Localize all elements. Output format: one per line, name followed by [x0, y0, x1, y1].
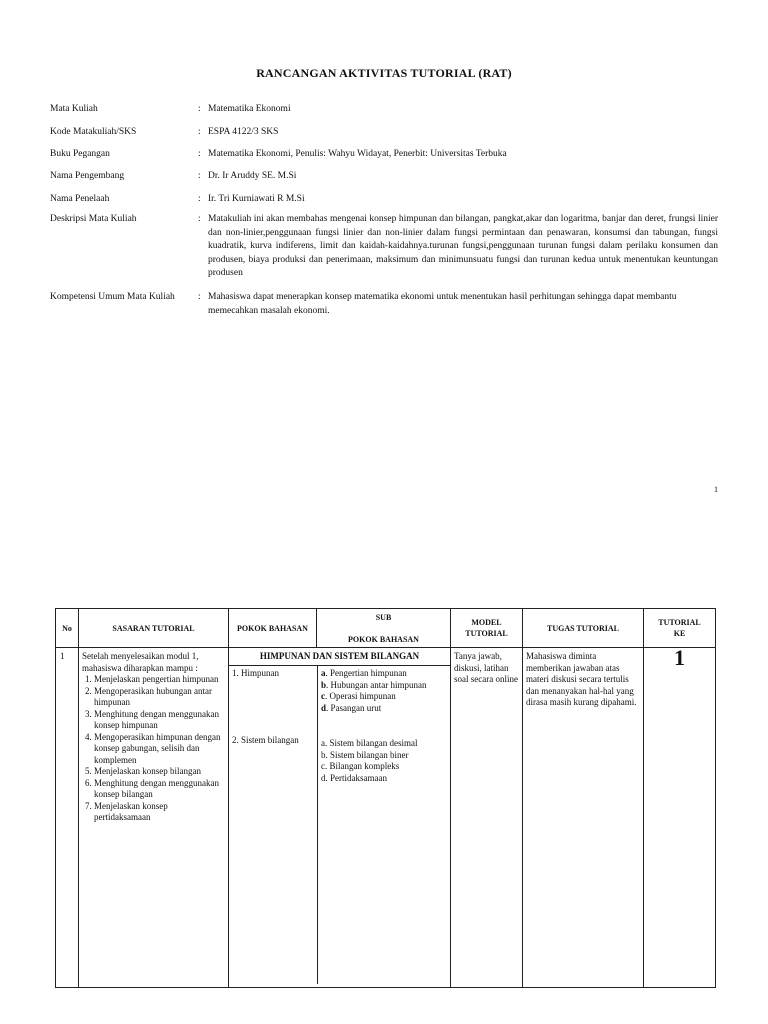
pokok-item-himpunan: 1. Himpunan	[232, 668, 279, 678]
info-label: Deskripsi Mata Kuliah	[50, 214, 137, 224]
info-colon: :	[198, 104, 201, 114]
sub-pokok-group-1	[321, 668, 427, 714]
sub-pokok-group-2	[321, 738, 417, 784]
header-no: No	[56, 609, 79, 648]
page-number: 1	[714, 485, 718, 494]
header-model-line2: TUTORIAL	[465, 629, 508, 638]
table-row	[56, 648, 716, 988]
list-item: b. Sistem bilangan biner	[321, 749, 409, 760]
info-label: Nama Penelaah	[50, 194, 110, 204]
info-label: Kompetensi Umum Mata Kuliah	[50, 292, 175, 302]
info-label: Kode Matakuliah/SKS	[50, 127, 137, 137]
info-label: Mata Kuliah	[50, 104, 98, 114]
info-value: Ir. Tri Kurniawati R M.Si	[208, 194, 305, 204]
info-value: Dr. Ir Aruddy SE. M.Si	[208, 171, 297, 181]
list-item: b. Hubungan antar himpunan	[321, 679, 427, 690]
merged-heading: HIMPUNAN DAN SISTEM BILANGAN	[259, 651, 420, 661]
page-title: RANCANGAN AKTIVITAS TUTORIAL (RAT)	[256, 66, 512, 80]
header-pokok: POKOK BAHASAN	[229, 609, 317, 648]
info-value: Matematika Ekonomi, Penulis: Wahyu Widayat, Penerbit: Universitas Terbuka	[208, 149, 507, 159]
info-value: Mahasiswa dapat menerapkan konsep matematika ekonomi untuk menentukan hasil perhitungan sehingga dapat membantu memecahkan masalah ekonomi.	[208, 292, 677, 316]
list-item: 5. Menjelaskan konsep bilangan	[94, 766, 225, 778]
header-tutorial-ke	[644, 609, 716, 648]
info-colon: :	[198, 194, 201, 204]
info-value: ESPA 4122/3 SKS	[208, 127, 279, 137]
info-label: Nama Pengembang	[50, 171, 125, 181]
list-item: d. Pasangan urut	[321, 702, 382, 713]
list-item: c. Operasi himpunan	[321, 691, 396, 701]
info-colon: :	[198, 149, 201, 159]
tutorial-number: 1	[674, 645, 685, 670]
row-no: 1	[56, 648, 79, 988]
list-item: 2. Mengoperasikan hubungan antar himpunan	[94, 686, 225, 709]
header-sasaran: SASARAN TUTORIAL	[79, 609, 229, 648]
info-value: Matematika Ekonomi	[208, 104, 291, 114]
sasaran-list	[82, 674, 225, 824]
info-colon: :	[198, 292, 201, 302]
row-tugas: Mahasiswa diminta memberikan jawaban atas materi diskusi secara tertulis dan menanyakan hal-hal yang dirasa masih kurang dipahami.	[523, 648, 644, 988]
list-item: a. Pengertian himpunan	[321, 668, 407, 678]
list-item: a. Sistem bilangan desimal	[321, 738, 418, 748]
list-item: 4. Mengoperasikan himpunan dengan konsep gabungan, selisih dan komplemen	[94, 732, 225, 767]
table-header-row	[56, 609, 716, 648]
list-item: c. Bilangan kompleks	[321, 761, 400, 771]
row-sasaran	[79, 648, 229, 988]
info-colon: :	[198, 171, 201, 181]
header-model-line1: MODEL	[471, 618, 502, 627]
header-tutorial-line2: KE	[673, 629, 686, 638]
row-model: Tanya jawab, diskusi, latihan soal secara online	[451, 648, 523, 988]
pokok-item-sistem-bilangan: 2. Sistem bilangan	[232, 735, 299, 745]
row-tutorial-ke	[644, 645, 716, 988]
rat-table	[55, 608, 716, 988]
list-item: d. Pertidaksamaan	[321, 772, 387, 783]
header-sub-pokok	[317, 609, 451, 648]
header-tutorial-line1: TUTORIAL	[658, 618, 701, 627]
sasaran-intro: Setelah menyelesaikan modul 1, mahasiswa diharapkan mampu :	[82, 651, 199, 673]
header-sub-line2: POKOK BAHASAN	[348, 634, 419, 644]
info-label: Buku Pegangan	[50, 149, 110, 159]
info-colon: :	[198, 214, 201, 224]
header-sub-line1: SUB	[375, 612, 392, 622]
list-item: 3. Menghitung dengan menggunakan konsep himpunan	[94, 709, 225, 732]
info-colon: :	[198, 127, 201, 137]
row-pokok-sub	[229, 648, 451, 988]
info-value: Matakuliah ini akan membahas mengenai konsep himpunan dan bilangan, pangkat,akar dan logaritma, banjar dan deret, frungsi linier dan non-linier,penggunaan fungsi linier dan non-linier dalam fungsi permintaan dan penawaran, konsumsi dan tabungan, fungsi kuadratik, kurva indiferens, limit dan kaidah-kaidahnya.turunan fungsi,penggunaan turunan fungsi dalam perilaku konsumen dan produsen, biaya produksi dan penerimaan, maksimum dan minimunsuatu fungsi dan turunan kedua untuk menentukan keuntungan produsen	[208, 214, 718, 278]
header-model	[451, 609, 523, 648]
header-tugas: TUGAS TUTORIAL	[523, 609, 644, 648]
list-item: 7. Menjelaskan konsep pertidaksamaan	[94, 801, 225, 824]
list-item: 6. Menghitung dengan menggunakan konsep bilangan	[94, 778, 225, 801]
list-item: 1. Menjelaskan pengertian himpunan	[94, 674, 225, 686]
